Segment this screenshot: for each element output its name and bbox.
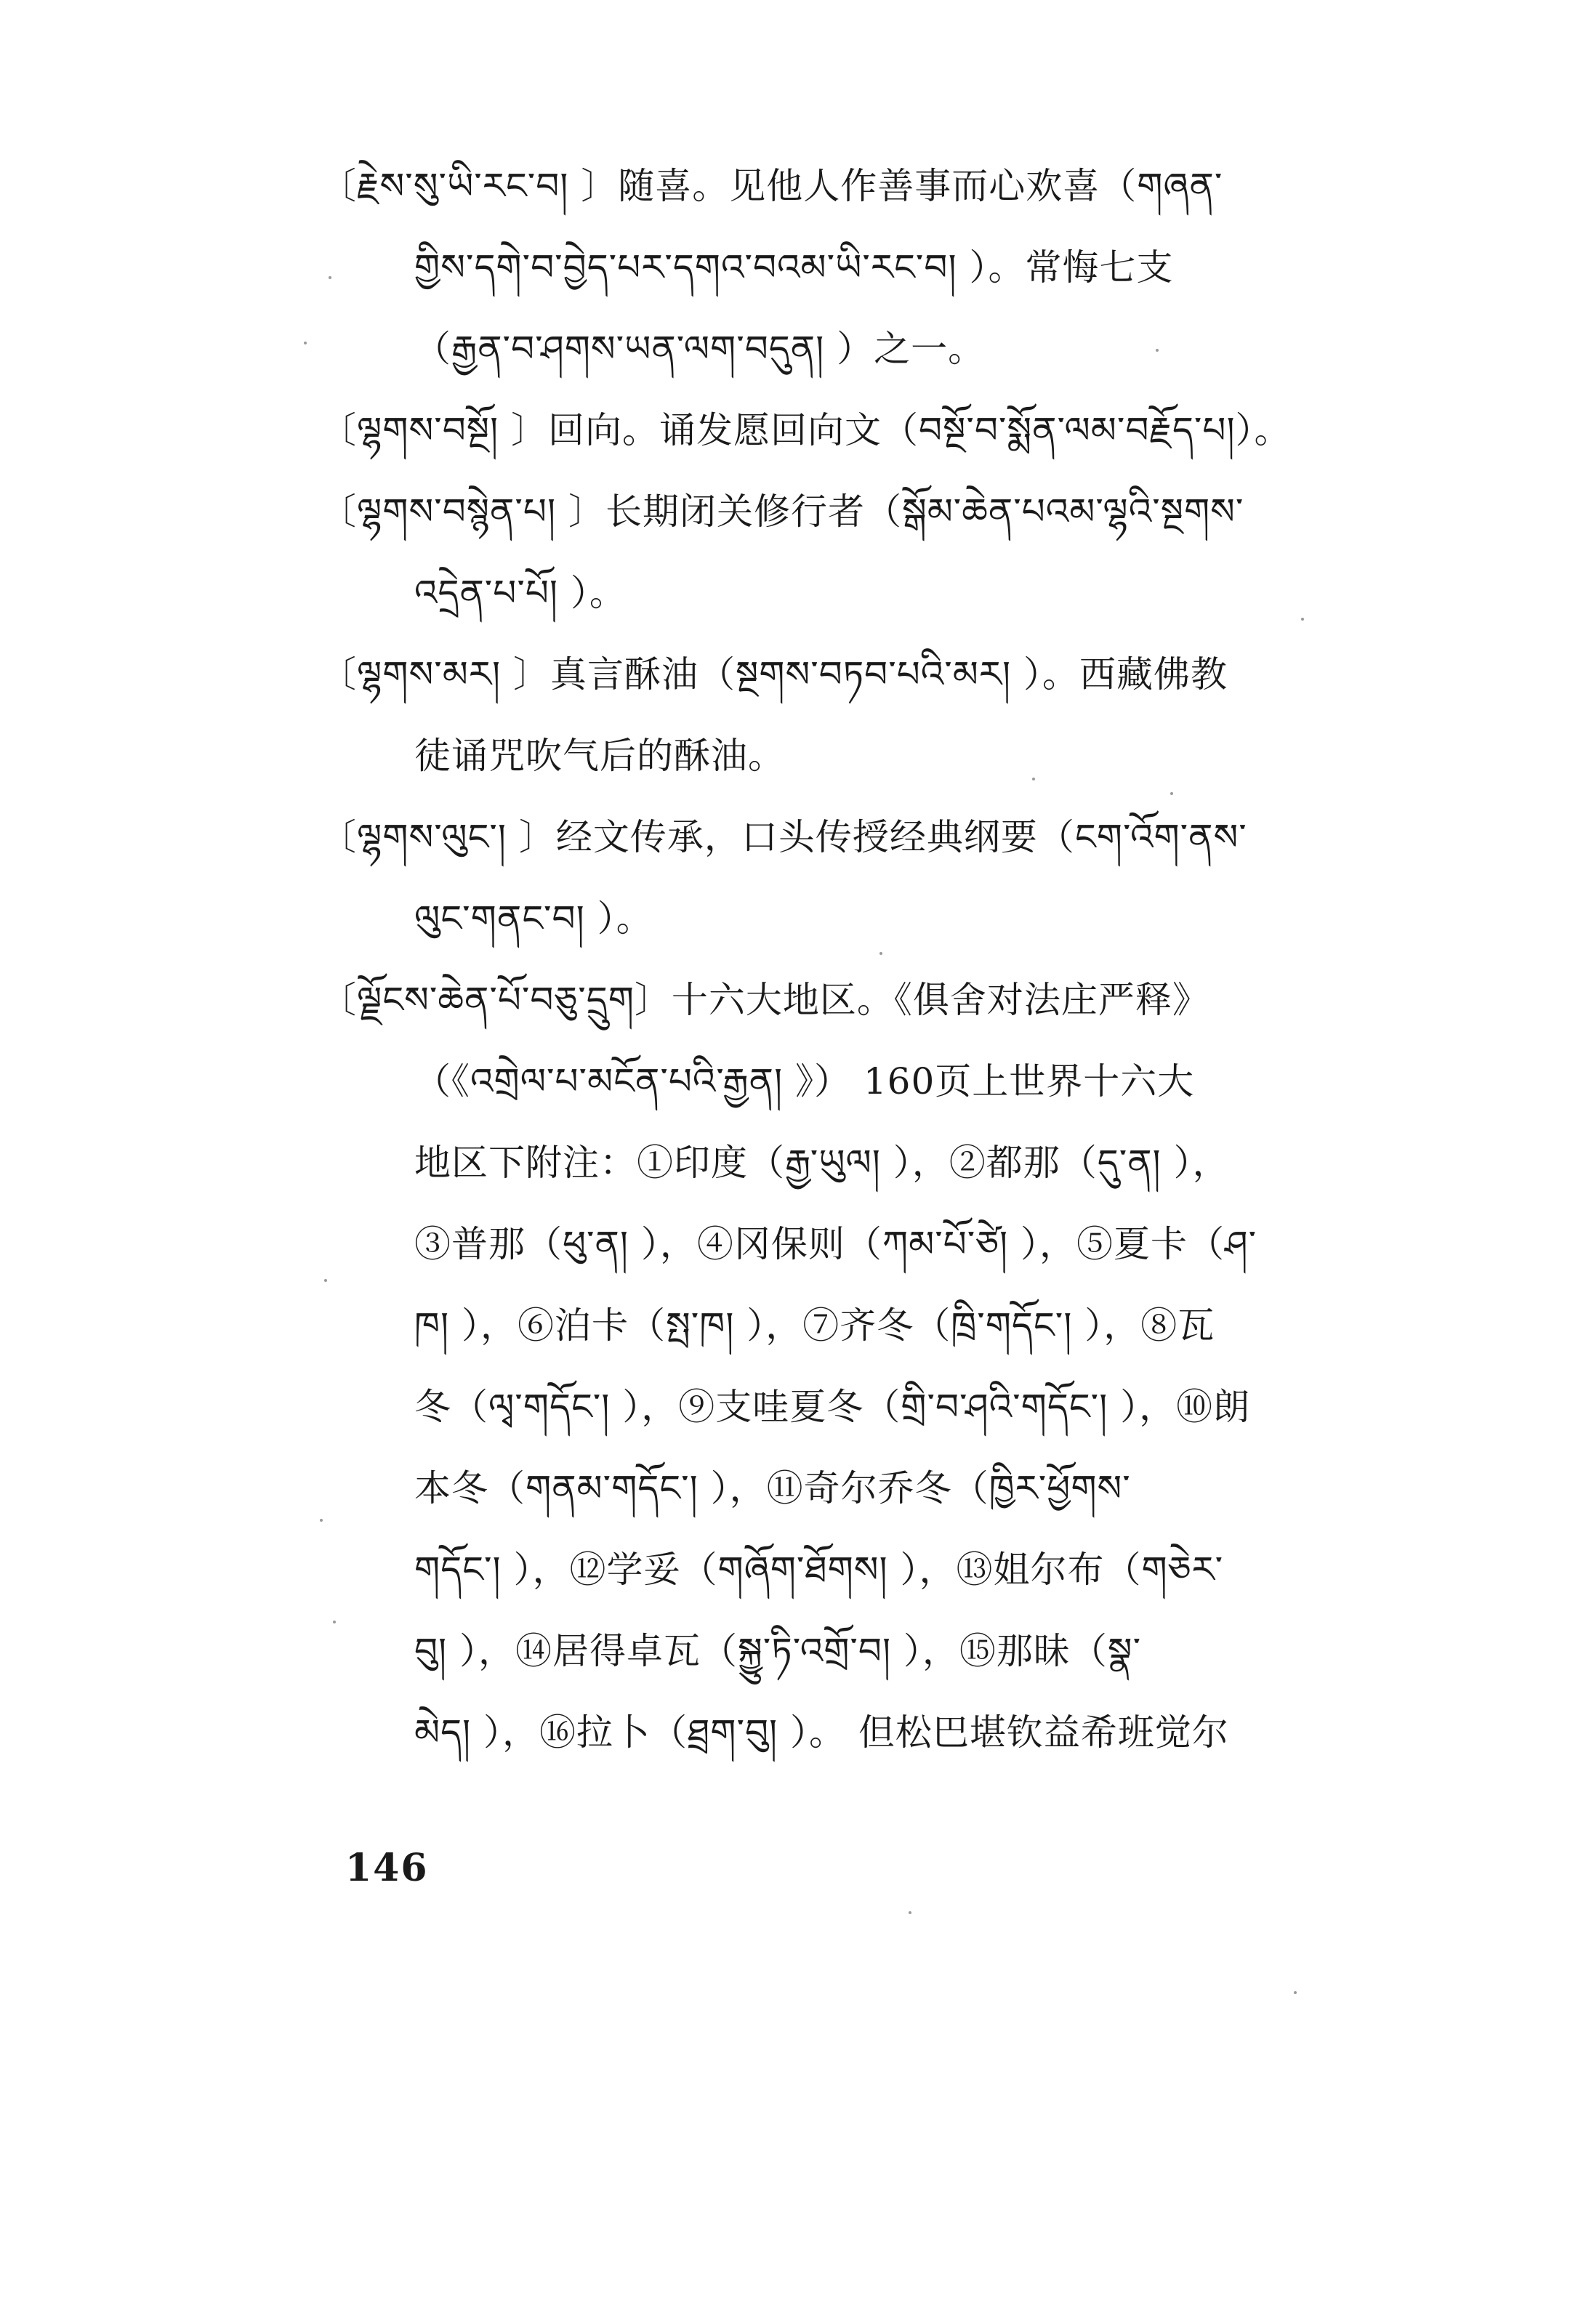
entry-text-line: 徒诵咒吹气后的酥油。 [414, 735, 785, 777]
entry-headline: 〔ལྷགས་བསྔོ། 〕回向。诵发愿回向文（བསྔོ་བ་སྨོན་ལམ་བརྗོད་པ།）。 [320, 409, 1292, 451]
scan-speck [879, 952, 882, 955]
entry-headline: 〔ལྗོངས་ཆེན་པོ་བཅུ་དྲུག〕十六大地区。《俱舍对法庄严释》 [320, 979, 1209, 1021]
entry-text-line: ལུང་གནང་བ། ）。 [414, 897, 653, 940]
entry-ljongs-chen-po [320, 959, 1454, 1773]
scan-speck [1032, 778, 1035, 780]
entry-lhags-mar [320, 634, 1454, 796]
entry-headline: 〔ལྷགས་བསྙེན་པ། 〕长期闭关修行者（སྒོམ་ཆེན་པའམ་ལྷའི་སྔགས་ [320, 491, 1244, 533]
entry-text-line: མེད། ），⑯拉卜（ཐྲག་བུ། ）。 但松巴堪钦益希班觉尔 [414, 1711, 1229, 1754]
entry-text-line: ③普那（ཕུ་ན། ），④冈保则（ཀམ་པོ་ཙེ། ），⑤夏卡（ཤ་ [414, 1223, 1257, 1265]
entry-headline: 〔ལྷགས་མར། 〕真言酥油（སྔགས་བཏབ་པའི་མར། ）。西藏佛教 [320, 653, 1228, 695]
scan-speck [320, 1519, 323, 1522]
scan-speck [1301, 618, 1304, 621]
entry-text-line: བུ། ），⑭居得卓瓦（སྐྱུ་ཏི་འགྲོ་བ། ），⑮那昧（སྣ་ [414, 1630, 1142, 1672]
entry-text-line: （རྒྱན་བ་ཤགས་ཡན་ལག་བདུན། ）之一。 [414, 328, 986, 370]
page-number: 146 [345, 1846, 429, 1890]
entry-rjes-su-yi-rang [320, 145, 1454, 390]
scan-speck [1156, 349, 1159, 352]
entry-headline: 〔ལྷགས་ལུང་། 〕经文传承，口头传授经典纲要（ངག་འོག་ནས་ [320, 816, 1247, 858]
scan-speck [329, 276, 331, 279]
scan-speck [1170, 792, 1173, 795]
scan-speck [324, 1279, 327, 1282]
entry-text-line: 本冬（གནམ་གདོང་། ），⑪奇尔乔冬（ཁྱིར་ཕྱོགས་ [414, 1467, 1131, 1509]
scan-speck [304, 342, 307, 344]
entry-text-line: 地区下附注：①印度（རྒྱ་ཡུལ། ），②都那（དུ་ན། ）， [414, 1142, 1230, 1184]
entry-lhags-bsngo [320, 390, 1454, 471]
scan-speck [1294, 1991, 1297, 1994]
entry-text-line: 冬（ལྭ་གདོང་། ），⑨支哇夏冬（གྲི་བ་ཤའི་གདོང་། ），⑩朗 [414, 1386, 1251, 1428]
entry-text-line: འདྲེན་པ་པོ། ）。 [414, 572, 627, 614]
entry-text-line: གདོང་། ），⑫学妥（གཞོག་ཐོགས། ），⑬姐尔布（གཅེར་ [414, 1549, 1224, 1591]
entry-text-line: གྱིས་དགེ་བ་བྱེད་པར་དགའ་བའམ་ཡི་རང་བ། ）。常悔七支 [414, 246, 1174, 289]
entry-headline: 〔རྗེས་སུ་ཡི་རང་བ། 〕随喜。见他人作善事而心欢喜（གཞན་ [320, 165, 1223, 207]
scan-speck [333, 1621, 336, 1623]
scan-speck [909, 1911, 911, 1914]
dictionary-entries [320, 145, 1454, 1773]
entry-lhags-lung [320, 796, 1454, 959]
entry-text-line: （《འགྲེལ་པ་མངོན་པའི་རྒྱན། 》） 160页上世界十六大 [414, 1060, 1195, 1102]
entry-text-line: ཁ། ），⑥泊卡（སྤ་ཁ། ），⑦齐冬（ཁྲི་གདོང་། ），⑧瓦 [414, 1304, 1215, 1347]
entry-lhags-bsnyen-pa [320, 471, 1454, 634]
